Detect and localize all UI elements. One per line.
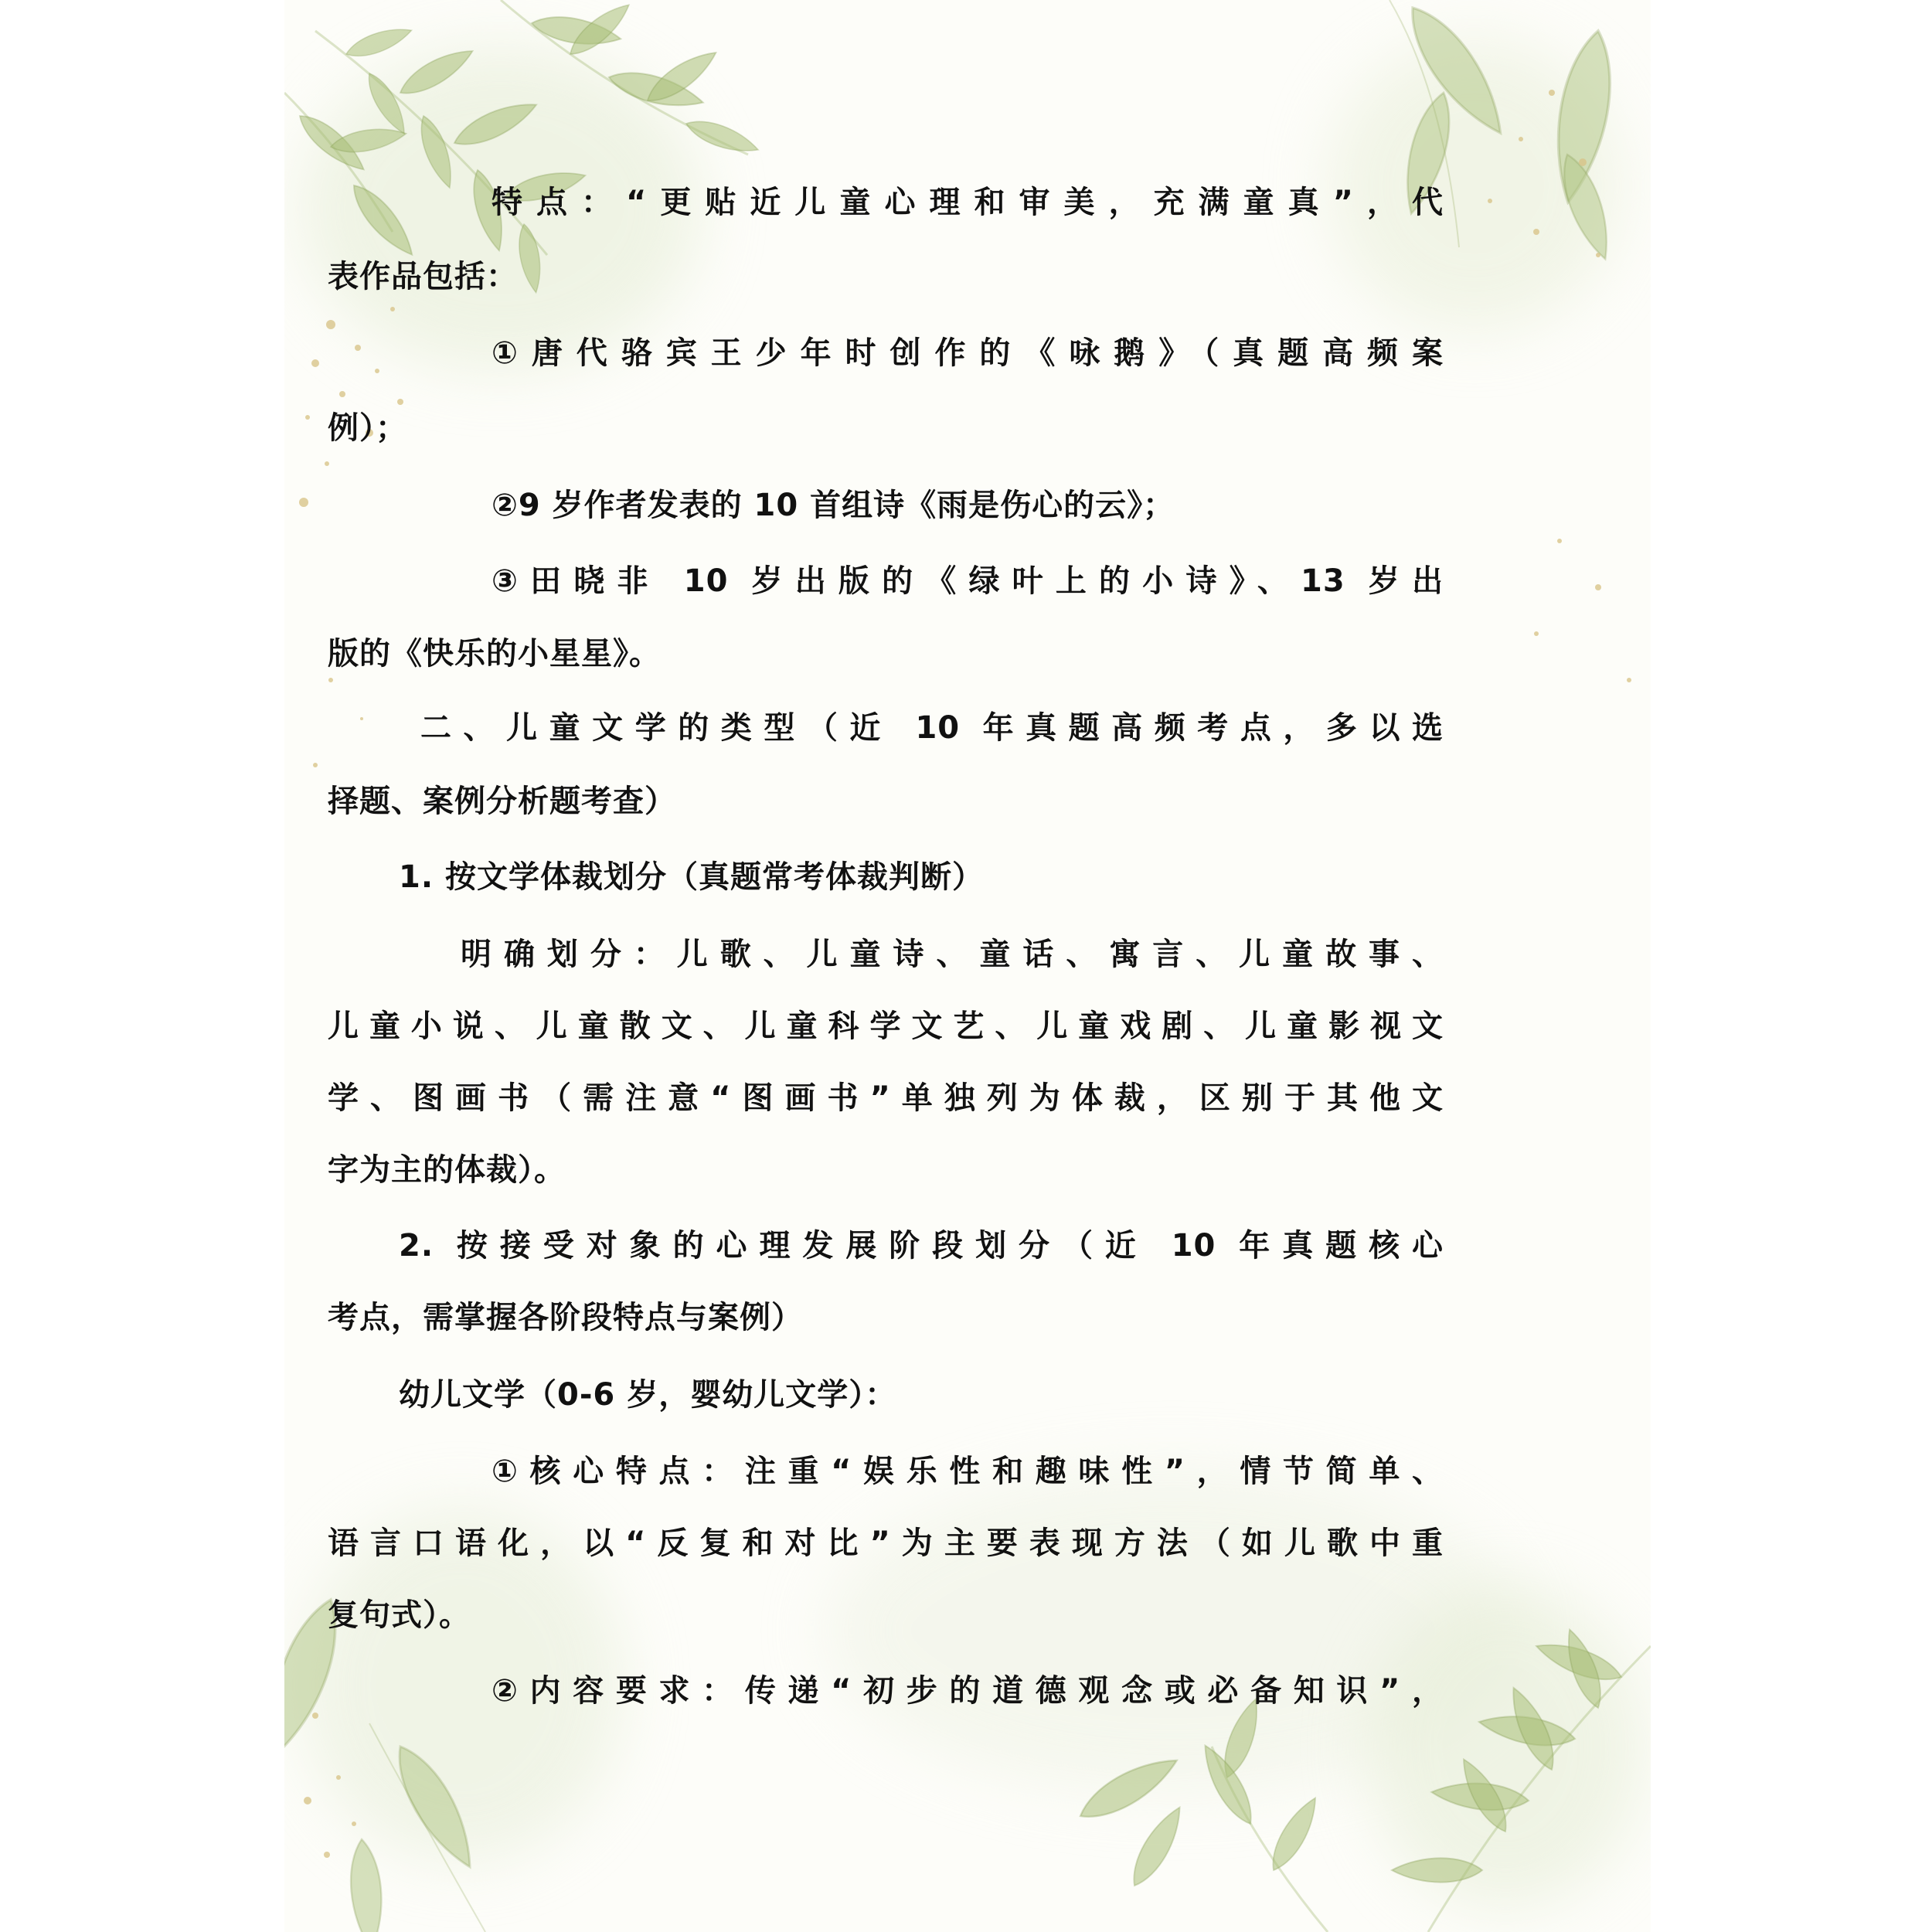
paragraph-work-3-line-2: 版的《快乐的小星星》。 [328,636,661,672]
infant-core-features-line-1: ①核心特点：注重“娱乐性和趣味性”，情节简单、 [492,1454,1444,1489]
infant-content-requirements-line-1: ②内容要求：传递“初步的道德观念或必备知识”， [492,1673,1444,1709]
infant-literature-heading: 幼儿文学（0-6 岁，婴幼儿文学）： [399,1377,897,1413]
paragraph-work-2-line-1: ②9 岁作者发表的 10 首组诗《雨是伤心的云》； [492,488,1175,523]
genre-list-line-2: 儿童小说、儿童散文、儿童科学文艺、儿童戏剧、儿童影视文 [328,1009,1444,1044]
infant-core-features-line-3: 复句式）。 [328,1597,471,1633]
paragraph-work-3-line-1: ③田晓非 10 岁出版的《绿叶上的小诗》、13 岁出 [492,563,1444,599]
paragraph-features-intro-line-2: 表作品包括： [328,259,518,294]
genre-list-line-4: 字为主的体裁）。 [328,1152,566,1188]
section-2-heading-line-1: 二、儿童文学的类型（近 10 年真题高频考点，多以选 [420,710,1444,746]
genre-list-line-1: 明确划分：儿歌、儿童诗、童话、寓言、儿童故事、 [461,937,1444,972]
genre-list-line-3: 学、图画书（需注意“图画书”单独列为体裁，区别于其他文 [328,1080,1444,1116]
section-2-heading-line-2: 择题、案例分析题考查） [328,784,676,819]
subsection-2-heading-line-2: 考点，需掌握各阶段特点与案例） [328,1300,803,1335]
paragraph-work-1-line-2: 例）； [328,410,407,446]
infant-core-features-line-2: 语言口语化，以“反复和对比”为主要表现方法（如儿歌中重 [328,1526,1444,1561]
paragraph-work-1-line-1: ①唐代骆宾王少年时创作的《咏鹅》（真题高频案 [492,335,1444,371]
subsection-2-heading-line-1: 2. 按接受对象的心理发展阶段划分（近 10 年真题核心 [399,1228,1444,1264]
paragraph-features-intro-line-1: 特点：“更贴近儿童心理和审美，充满童真”，代 [492,185,1444,220]
subsection-1-heading: 1. 按文学体裁划分（真题常考体裁判断） [399,859,984,895]
